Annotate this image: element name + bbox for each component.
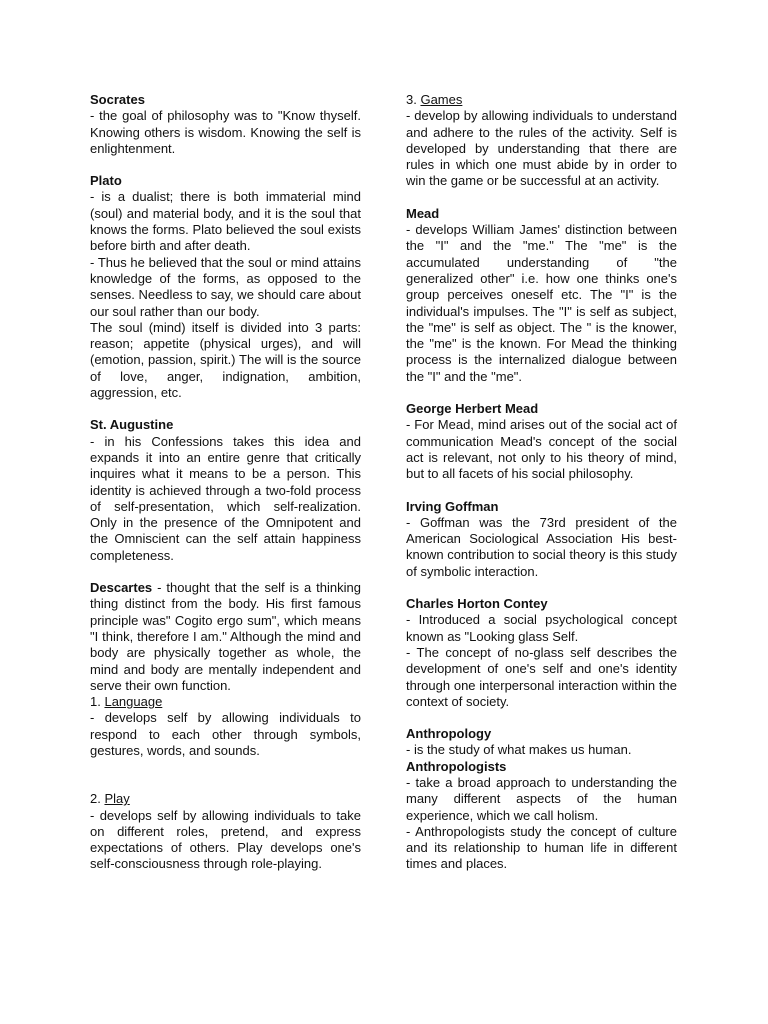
contey-text-1: - Introduced a social psychological concept known as "Looking glass Self. xyxy=(406,612,677,644)
anthropology-text: - is the study of what makes us human. xyxy=(406,742,632,758)
plato-text-2: - Thus he believed that the soul or mind attains knowledge of the forms, as opposed to the senses. Needless to say, we should care about our soul rather than our body. xyxy=(90,254,361,319)
anthropologists-text-1: - take a broad approach to understanding the many different aspects of the human experience, which we call holism. xyxy=(406,774,677,823)
descartes-text: - thought that the self is a thinking thing distinct from the body. His first famous principle was" Cogito ergo sum", which means "I think, therefore I am." Although the mind and body are physically together as whole, the mind and body are mentally independent and serve their own function. xyxy=(90,580,361,693)
games-heading xyxy=(406,92,677,108)
language-title: Language xyxy=(104,694,163,710)
george-herbert-mead-heading: George Herbert Mead xyxy=(406,401,539,417)
language-heading xyxy=(90,694,361,710)
george-herbert-mead-text: - For Mead, mind arises out of the social act of communication Mead's concept of the social act is relevant, not only to his theory of mind, but to all facets of his social philosophy. xyxy=(406,417,677,482)
left-column xyxy=(90,92,361,873)
socrates-text: - the goal of philosophy was to "Know thyself. Knowing others is wisdom. Knowing the self is enlightenment. xyxy=(90,108,361,156)
play-heading xyxy=(90,791,361,807)
games-title: Games xyxy=(420,92,463,107)
anthropology-heading: Anthropology xyxy=(406,726,492,742)
descartes-heading: Descartes xyxy=(90,580,153,596)
anthropologists-heading: Anthropologists xyxy=(406,758,507,774)
mead-heading: Mead xyxy=(406,205,440,221)
contey-heading: Charles Horton Contey xyxy=(406,596,548,612)
language-text: - develops self by allowing individuals to respond to each other through symbols, gestures, words, and sounds. xyxy=(90,710,361,758)
games-number: 3. xyxy=(406,92,421,107)
language-number: 1. xyxy=(90,694,105,710)
anthropologists-text-2: - Anthropologists study the concept of culture and its relationship to human life in different times and places. xyxy=(406,823,677,872)
descartes-paragraph xyxy=(90,580,361,694)
socrates-heading: Socrates xyxy=(90,92,145,107)
plato-text-1: - is a dualist; there is both immaterial mind (soul) and material body, and it is the soul that knows the forms. Plato believed the soul exists before birth and after death. xyxy=(90,189,361,254)
plato-text-3: The soul (mind) itself is divided into 3 parts: reason; appetite (physical urges), and will (emotion, passion, spirit.) The will is the source of love, anger, indignation, ambition, aggression, etc. xyxy=(90,319,361,401)
contey-text-2: - The concept of no-glass self describes the development of one's self and one's identity through one interpersonal interaction within the context of society. xyxy=(406,644,677,709)
augustine-heading: St. Augustine xyxy=(90,417,174,433)
play-text: - develops self by allowing individuals to take on different roles, pretend, and express expectations of others. Play develops one's self-consciousness through role-playing. xyxy=(90,807,361,872)
mead-text: - develops William James' distinction between the "I" and the "me." The "me" is the accumulated understanding of "the generalized other" i.e. how one thinks one's group perceives oneself etc. The "I" is the individual's impulses. The "I" is self as subject, the "me" is self as object. The " is the knower, the "me" is the known. For Mead the thinking process is the internalized dialogue between the "I" and the "me". xyxy=(406,222,677,384)
goffman-text: - Goffman was the 73rd president of the American Sociological Association His best-known contribution to social theory is this study of symbolic interaction. xyxy=(406,514,677,579)
games-text: - develop by allowing individuals to understand and adhere to the rules of the activity. Self is developed by understanding that there are rules in which one must abide by in order to win the game or be successful at an activity. xyxy=(406,108,677,189)
plato-heading: Plato xyxy=(90,173,122,189)
augustine-text: - in his Confessions takes this idea and expands it into an entire genre that critically inquires what it means to be a person. This identity is achieved through a two-fold process of self-presentation, which self-realization. Only in the presence of the Omnipotent and the Omniscient can the self attain happiness completeness. xyxy=(90,433,361,563)
play-number: 2. xyxy=(90,791,105,807)
right-column xyxy=(406,92,677,873)
play-title: Play xyxy=(104,791,130,807)
goffman-heading: Irving Goffman xyxy=(406,498,499,514)
